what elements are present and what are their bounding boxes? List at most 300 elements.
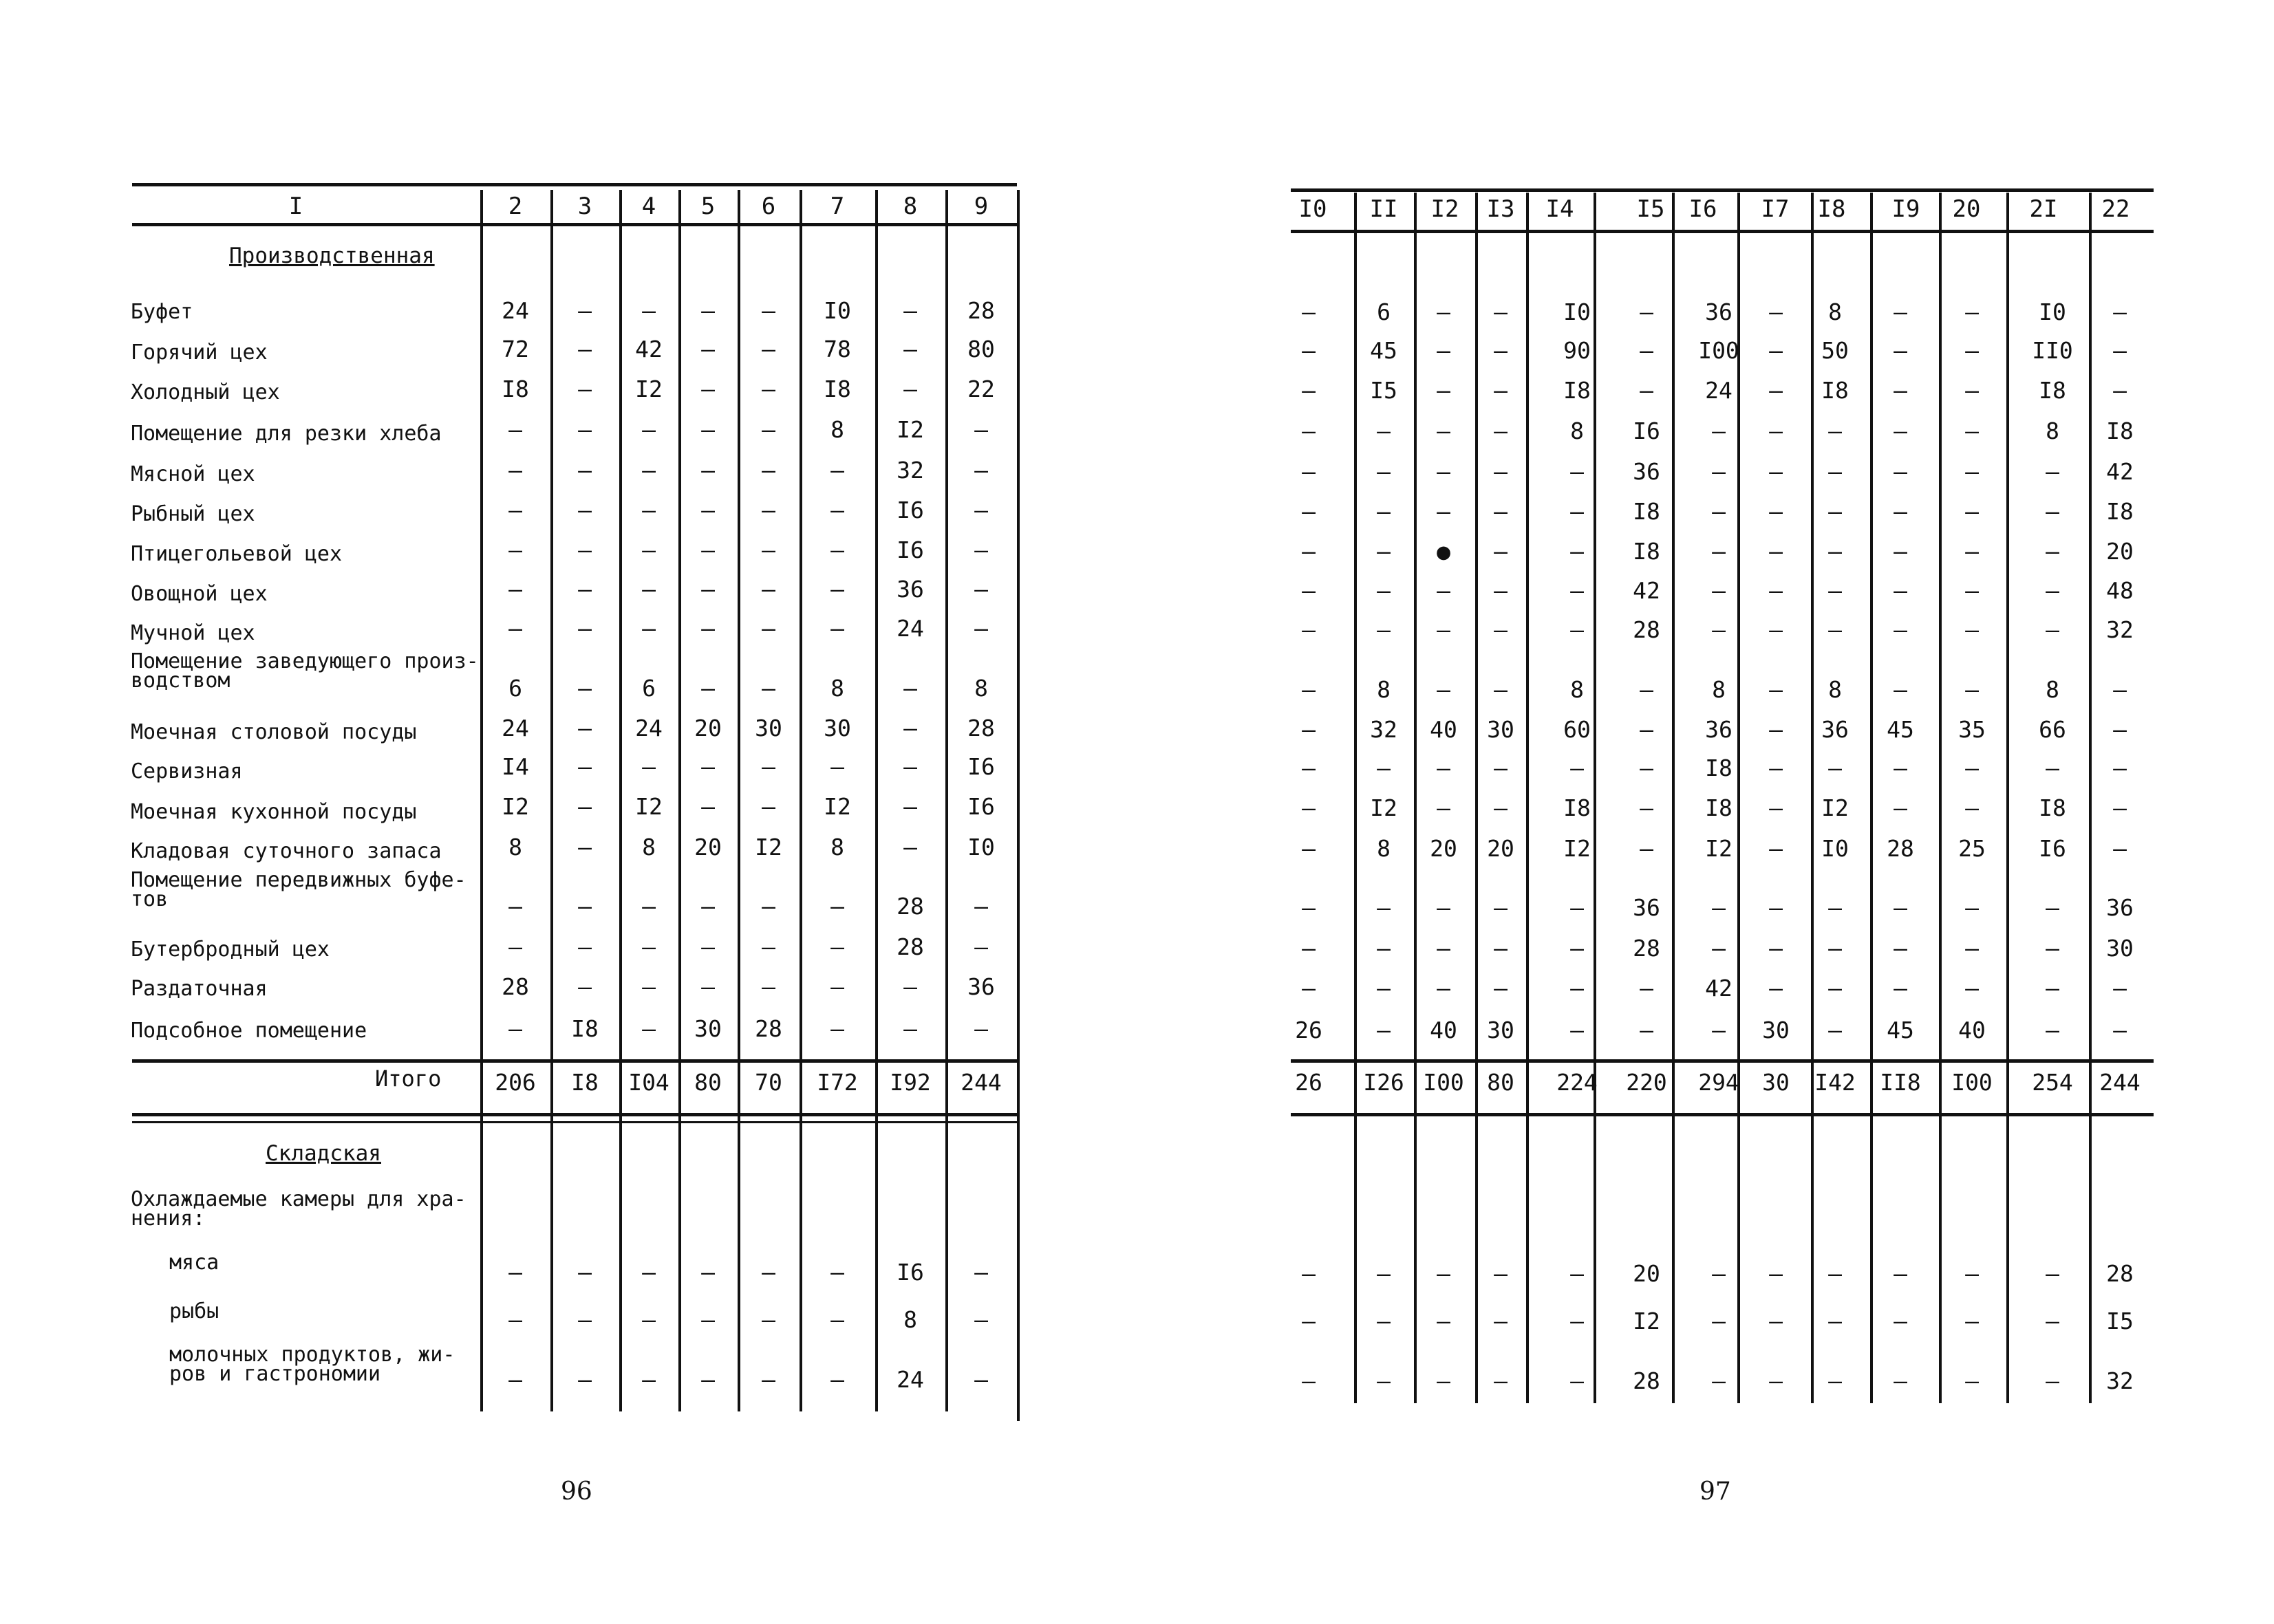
table-cell: – [2113, 377, 2127, 404]
table-cell: I8 [824, 376, 851, 402]
column-header: I5 [1636, 195, 1665, 223]
table-cell: – [1570, 577, 1584, 604]
table-cell: – [974, 416, 988, 443]
table-cell: – [508, 1366, 522, 1393]
table-cell: – [1965, 1260, 1979, 1287]
table-cell: 30 [2106, 935, 2134, 962]
table-cell: – [1302, 299, 1316, 325]
table-cell: – [1894, 794, 1907, 821]
table-cell: – [701, 297, 715, 324]
total-cell: 254 [2032, 1069, 2073, 1096]
table-cell: – [762, 537, 775, 563]
table-cell: I2 [1563, 835, 1591, 862]
table-cell: 28 [967, 297, 995, 324]
table-cell: I2 [635, 793, 663, 820]
table-cell: I0 [1563, 299, 1591, 325]
column-header: 6 [761, 193, 776, 220]
table-cell: I0 [2039, 299, 2066, 325]
table-cell: – [1377, 577, 1391, 604]
row-label: Холодный цех [131, 380, 280, 404]
table-cell: 42 [1633, 577, 1660, 604]
table-cell: – [1377, 1367, 1391, 1394]
table-cell: – [508, 893, 522, 920]
table-cell: – [1894, 616, 1907, 643]
table-cell: – [1302, 1260, 1316, 1287]
table-cell: – [1712, 894, 1726, 921]
table-cell: – [1769, 299, 1783, 325]
table-cell: – [830, 933, 844, 960]
table-cell: – [1894, 1367, 1907, 1394]
table-cell: – [578, 336, 592, 362]
table-cell: 42 [635, 336, 663, 362]
table-cell: – [1437, 498, 1450, 525]
table-cell: – [1712, 935, 1726, 962]
table-cell: 28 [897, 893, 924, 920]
table-cell: – [1769, 458, 1783, 485]
table-cell: – [1570, 894, 1584, 921]
column-header: 2 [508, 193, 523, 220]
table-cell: – [508, 1259, 522, 1286]
table-cell: – [642, 753, 656, 780]
table-cell: – [578, 793, 592, 820]
table-cell: – [2046, 616, 2059, 643]
table-cell: – [642, 615, 656, 642]
total-cell: 30 [1762, 1069, 1790, 1096]
section-title-production: Производственная [229, 243, 435, 268]
table-cell: 6 [1377, 299, 1391, 325]
table-cell: 8 [830, 834, 844, 860]
table-cell: – [1437, 1367, 1450, 1394]
table-cell: – [1437, 458, 1450, 485]
table-cell: I2 [1633, 1308, 1660, 1334]
table-cell: 32 [897, 457, 924, 484]
table-cell: – [974, 1259, 988, 1286]
table-cell: – [1769, 975, 1783, 1002]
table-cell: 8 [1828, 676, 1842, 703]
table-cell: – [974, 615, 988, 642]
table-cell: I4 [502, 753, 529, 780]
table-cell: I6 [1633, 418, 1660, 444]
storage-row-label: молочных продуктов, жи- ров и гастрономии [169, 1343, 455, 1386]
table-cell: I6 [967, 753, 995, 780]
table-cell: – [1769, 616, 1783, 643]
table-cell: – [762, 893, 775, 920]
table-cell: – [1494, 299, 1508, 325]
table-cell: – [642, 576, 656, 603]
table-cell: 30 [1487, 1017, 1514, 1043]
table-cell: – [1302, 337, 1316, 364]
table-cell: – [1640, 975, 1653, 1002]
row-label: Буфет [131, 300, 193, 324]
table-cell: – [1494, 418, 1508, 444]
row-label: Горячий цех [131, 340, 268, 365]
table-cell: – [1570, 1260, 1584, 1287]
table-cell: – [1965, 894, 1979, 921]
table-cell: 36 [967, 973, 995, 1000]
table-cell: – [1302, 755, 1316, 781]
table-cell: 24 [502, 715, 529, 741]
table-cell: 66 [2039, 716, 2066, 743]
table-cell: – [1570, 1017, 1584, 1043]
table-cell: – [701, 1306, 715, 1333]
table-cell: – [2046, 1017, 2059, 1043]
row-label: Мучной цех [131, 621, 255, 645]
row-label: Моечная столовой посуды [131, 720, 417, 744]
table-cell: – [830, 1366, 844, 1393]
table-cell: – [1769, 577, 1783, 604]
column-header: I7 [1761, 195, 1790, 223]
table-cell: 40 [1958, 1017, 1986, 1043]
table-cell: – [1437, 337, 1450, 364]
row-label: Овощной цех [131, 582, 268, 606]
column-header: I3 [1486, 195, 1515, 223]
table-cell: 6 [508, 675, 522, 702]
table-cell: – [642, 416, 656, 443]
total-cell: I8 [571, 1069, 599, 1096]
table-cell: – [1894, 498, 1907, 525]
table-cell: – [578, 457, 592, 484]
table-cell: – [1640, 299, 1653, 325]
column-header: 7 [830, 193, 845, 220]
table-cell: – [830, 576, 844, 603]
table-cell: I5 [1370, 377, 1397, 404]
table-cell: – [1965, 935, 1979, 962]
table-cell: – [1965, 377, 1979, 404]
table-cell: – [974, 933, 988, 960]
table-cell: – [1769, 935, 1783, 962]
table-cell: – [1965, 458, 1979, 485]
column-divider [945, 190, 948, 1411]
table-cell: – [578, 834, 592, 860]
table-cell: – [1302, 716, 1316, 743]
table-cell: – [1894, 676, 1907, 703]
table-cell: – [762, 753, 775, 780]
column-divider [550, 190, 553, 1411]
table-cell: – [508, 1015, 522, 1042]
rule-line [1291, 230, 2154, 233]
table-cell: – [578, 753, 592, 780]
table-cell: 72 [502, 336, 529, 362]
table-cell: – [1894, 299, 1907, 325]
table-cell: 8 [903, 1306, 917, 1333]
table-cell: – [1302, 894, 1316, 921]
table-cell: – [701, 576, 715, 603]
table-cell: – [1302, 1367, 1316, 1394]
table-cell: – [1302, 835, 1316, 862]
table-cell: 28 [1887, 835, 1914, 862]
table-cell: – [701, 416, 715, 443]
table-cell: 20 [2106, 538, 2134, 565]
table-cell: – [701, 753, 715, 780]
table-cell: 60 [1563, 716, 1591, 743]
table-cell: – [1828, 538, 1842, 565]
table-cell: – [1769, 418, 1783, 444]
total-cell: I92 [890, 1069, 931, 1096]
table-cell: – [508, 576, 522, 603]
table-cell: – [1769, 498, 1783, 525]
column-header: 2I [2029, 195, 2058, 223]
table-cell: I6 [967, 793, 995, 820]
table-cell: – [508, 416, 522, 443]
total-cell: I00 [1951, 1069, 1993, 1096]
table-cell: 28 [1633, 616, 1660, 643]
table-cell: – [1494, 794, 1508, 821]
table-cell: – [578, 1306, 592, 1333]
table-cell: 8 [830, 416, 844, 443]
table-cell: – [830, 1259, 844, 1286]
table-cell: 35 [1958, 716, 1986, 743]
table-cell: – [903, 297, 917, 324]
table-cell: – [1894, 1308, 1907, 1334]
column-divider [1672, 193, 1675, 1403]
table-cell: 30 [694, 1015, 722, 1042]
table-cell: – [1769, 337, 1783, 364]
table-cell: – [1302, 794, 1316, 821]
table-cell: – [1769, 377, 1783, 404]
total-cell: 206 [495, 1069, 536, 1096]
table-cell: – [2046, 1308, 2059, 1334]
table-cell: I8 [1563, 794, 1591, 821]
table-cell: I8 [2039, 377, 2066, 404]
table-cell: – [1570, 538, 1584, 565]
table-cell: – [1894, 577, 1907, 604]
column-header: 4 [641, 193, 656, 220]
table-cell: – [762, 336, 775, 362]
table-cell: – [903, 336, 917, 362]
table-cell: – [1894, 894, 1907, 921]
table-cell: – [974, 1366, 988, 1393]
table-cell: – [1894, 975, 1907, 1002]
table-cell: – [830, 457, 844, 484]
table-cell: – [903, 753, 917, 780]
total-cell: 220 [1626, 1069, 1667, 1096]
table-cell: – [1894, 377, 1907, 404]
table-cell: – [1377, 1308, 1391, 1334]
table-cell: I8 [2039, 794, 2066, 821]
table-cell: I8 [1821, 377, 1849, 404]
table-cell: – [1828, 935, 1842, 962]
table-cell: – [1302, 377, 1316, 404]
table-cell: – [1437, 894, 1450, 921]
table-cell: – [1828, 498, 1842, 525]
table-cell: 8 [1828, 299, 1842, 325]
table-cell: – [1712, 1367, 1726, 1394]
table-cell: – [642, 537, 656, 563]
table-cell: 26 [1295, 1017, 1322, 1043]
total-cell: 224 [1556, 1069, 1598, 1096]
table-cell: – [642, 933, 656, 960]
table-cell: – [1828, 1367, 1842, 1394]
column-divider [1475, 193, 1478, 1403]
table-cell: – [1377, 418, 1391, 444]
total-cell: I72 [817, 1069, 858, 1096]
table-cell: 78 [824, 336, 851, 362]
column-divider [1017, 190, 1020, 1421]
table-cell: – [1828, 1017, 1842, 1043]
column-header: 3 [577, 193, 592, 220]
table-cell: – [642, 1259, 656, 1286]
table-cell: – [2046, 1260, 2059, 1287]
table-cell: – [1640, 835, 1653, 862]
table-cell: 24 [897, 1366, 924, 1393]
table-cell: – [1570, 458, 1584, 485]
table-cell: 32 [2106, 616, 2134, 643]
column-header: I0 [1298, 195, 1327, 223]
table-cell: I2 [502, 793, 529, 820]
table-cell: – [1302, 538, 1316, 565]
table-cell: – [701, 1366, 715, 1393]
table-cell: – [701, 497, 715, 523]
table-cell: – [1570, 1308, 1584, 1334]
table-cell: – [1769, 894, 1783, 921]
table-cell: – [642, 973, 656, 1000]
table-cell: – [974, 457, 988, 484]
table-cell: 30 [755, 715, 782, 741]
table-cell: – [762, 675, 775, 702]
table-cell: 90 [1563, 337, 1591, 364]
table-cell: 24 [897, 615, 924, 642]
table-cell: – [578, 376, 592, 402]
table-cell: I2 [635, 376, 663, 402]
table-cell: – [1828, 1260, 1842, 1287]
table-cell: 28 [2106, 1260, 2134, 1287]
column-divider [1594, 193, 1596, 1403]
table-cell: – [762, 297, 775, 324]
table-cell: I6 [897, 497, 924, 523]
table-cell: I0 [967, 834, 995, 860]
table-cell: – [1640, 794, 1653, 821]
table-cell: – [2113, 337, 2127, 364]
column-divider [1354, 193, 1357, 1403]
table-cell: – [578, 416, 592, 443]
table-cell: – [1712, 577, 1726, 604]
table-cell: – [1965, 337, 1979, 364]
table-cell: – [1965, 299, 1979, 325]
table-cell: – [2046, 498, 2059, 525]
table-cell: II0 [2032, 337, 2073, 364]
total-cell: 244 [2099, 1069, 2141, 1096]
table-cell: – [1769, 1260, 1783, 1287]
table-cell: – [578, 537, 592, 563]
table-cell: – [974, 537, 988, 563]
table-cell: – [762, 576, 775, 603]
table-cell: – [762, 416, 775, 443]
row-label: Сервизная [131, 759, 243, 783]
table-cell: I8 [2106, 498, 2134, 525]
table-cell: – [1712, 616, 1726, 643]
table-cell: 36 [1705, 299, 1733, 325]
table-cell: – [1894, 418, 1907, 444]
table-cell: – [1377, 458, 1391, 485]
table-cell: – [1437, 1308, 1450, 1334]
table-cell: – [2046, 894, 2059, 921]
row-label: Подсобное помещение [131, 1019, 367, 1043]
table-cell: – [1769, 755, 1783, 781]
table-cell: – [1302, 498, 1316, 525]
rule-line [132, 1121, 1017, 1123]
table-cell: 48 [2106, 577, 2134, 604]
table-cell: I2 [755, 834, 782, 860]
table-cell: – [1494, 1260, 1508, 1287]
table-cell: – [578, 893, 592, 920]
table-cell: – [1965, 755, 1979, 781]
table-cell: 36 [1821, 716, 1849, 743]
table-cell: – [642, 893, 656, 920]
table-cell: – [1377, 616, 1391, 643]
table-cell: 32 [2106, 1367, 2134, 1394]
column-divider [2089, 193, 2092, 1403]
table-cell: – [1769, 794, 1783, 821]
table-cell: – [1302, 616, 1316, 643]
table-cell: 45 [1887, 716, 1914, 743]
table-cell: – [1437, 577, 1450, 604]
column-divider [1737, 193, 1740, 1403]
table-cell: 45 [1370, 337, 1397, 364]
rule-line [132, 1113, 1017, 1116]
storage-row-label: рыбы [169, 1299, 219, 1323]
table-cell: – [642, 297, 656, 324]
table-cell: – [2046, 577, 2059, 604]
row-label: Рыбный цех [131, 502, 255, 526]
column-header: 5 [700, 193, 716, 220]
table-cell: – [903, 376, 917, 402]
table-cell: – [1712, 458, 1726, 485]
table-cell: – [2113, 975, 2127, 1002]
column-header: II [1369, 195, 1398, 223]
table-cell: 45 [1887, 1017, 1914, 1043]
table-cell: 24 [635, 715, 663, 741]
rule-line [132, 223, 1017, 226]
table-cell: – [1494, 975, 1508, 1002]
table-cell: – [830, 497, 844, 523]
table-cell: 28 [755, 1015, 782, 1042]
table-cell: 22 [967, 376, 995, 402]
table-cell: – [701, 793, 715, 820]
row-label: Помещение заведующего произ- водством [131, 649, 479, 693]
table-cell: – [642, 497, 656, 523]
table-cell: – [1640, 1017, 1653, 1043]
table-cell: – [1640, 755, 1653, 781]
row-label: Птицегольевой цех [131, 542, 343, 566]
table-cell: 20 [1487, 835, 1514, 862]
table-cell: – [1828, 577, 1842, 604]
table-cell: – [701, 973, 715, 1000]
table-cell: – [578, 1259, 592, 1286]
table-cell: I2 [897, 416, 924, 443]
table-cell: – [903, 973, 917, 1000]
table-cell: – [1377, 975, 1391, 1002]
column-divider [1414, 193, 1417, 1403]
table-cell: 24 [1705, 377, 1733, 404]
table-cell: 20 [1633, 1260, 1660, 1287]
table-cell: – [2046, 1367, 2059, 1394]
table-cell: – [1377, 498, 1391, 525]
column-header: 22 [2101, 195, 2130, 223]
table-cell: – [1377, 1017, 1391, 1043]
column-divider [800, 190, 802, 1411]
table-cell: – [762, 1259, 775, 1286]
table-cell: – [1965, 794, 1979, 821]
table-cell: – [1712, 418, 1726, 444]
table-cell: – [903, 715, 917, 741]
table-cell: ● [1437, 538, 1450, 565]
table-cell: – [903, 834, 917, 860]
table-cell: – [1640, 676, 1653, 703]
table-cell: – [1769, 835, 1783, 862]
table-cell: 6 [642, 675, 656, 702]
table-cell: I8 [502, 376, 529, 402]
table-cell: – [2113, 835, 2127, 862]
